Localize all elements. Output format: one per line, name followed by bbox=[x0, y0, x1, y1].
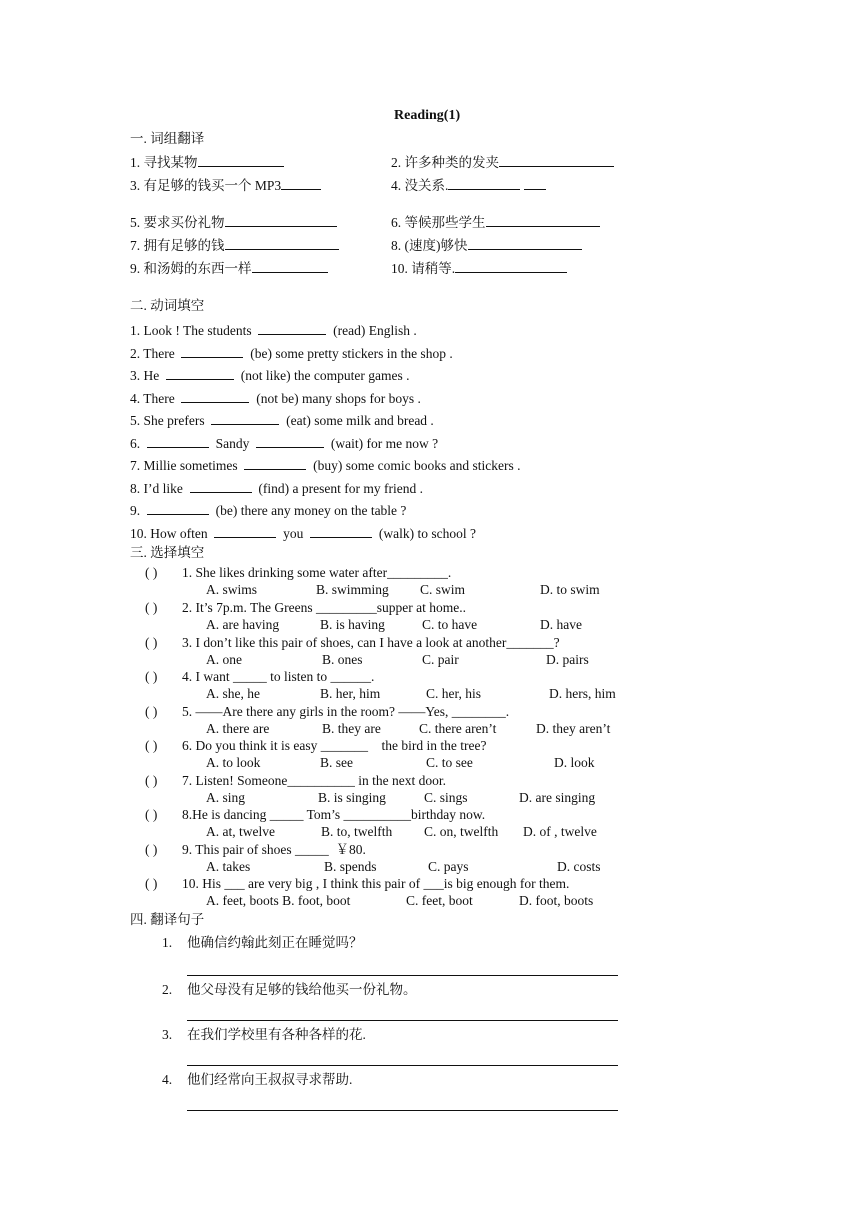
option: B. see bbox=[320, 755, 353, 770]
option: D. foot, boots bbox=[519, 893, 594, 908]
answer-blank[interactable] bbox=[524, 177, 546, 190]
answer-parentheses[interactable]: ( ) bbox=[145, 807, 158, 822]
question-text: 7. Listen! Someone__________ in the next door. bbox=[182, 773, 446, 788]
phrase-item: 8. (速度)够快 bbox=[391, 237, 582, 254]
phrase-item: 9. 和汤姆的东西一样 bbox=[130, 260, 328, 277]
sentence-number: 2. bbox=[162, 982, 173, 997]
question-text: 10. His ___ are very big , I think this pair of ___is big enough for them. bbox=[182, 876, 570, 891]
option: D. costs bbox=[557, 859, 601, 874]
answer-blank[interactable] bbox=[455, 260, 567, 273]
verb-item: 1. Look ! The students (read) English . bbox=[130, 323, 417, 338]
answer-parentheses[interactable]: ( ) bbox=[145, 738, 158, 753]
section2-heading: 二. 动词填空 bbox=[130, 298, 205, 313]
answer-parentheses[interactable]: ( ) bbox=[145, 669, 158, 684]
answer-blank[interactable] bbox=[256, 435, 324, 448]
answer-parentheses[interactable]: ( ) bbox=[145, 842, 158, 857]
option: B. to, twelfth bbox=[321, 824, 393, 839]
translation-answer-line[interactable] bbox=[187, 1065, 618, 1066]
translation-answer-line[interactable] bbox=[187, 975, 618, 976]
option: C. on, twelfth bbox=[424, 824, 499, 839]
answer-parentheses[interactable]: ( ) bbox=[145, 635, 158, 650]
option: D. pairs bbox=[546, 652, 589, 667]
option: A. to look bbox=[206, 755, 261, 770]
answer-blank[interactable] bbox=[181, 345, 243, 358]
option: C. feet, boot bbox=[406, 893, 473, 908]
verb-item: 4. There (not be) many shops for boys . bbox=[130, 391, 421, 406]
answer-blank[interactable] bbox=[244, 457, 306, 470]
section4-heading: 四. 翻译句子 bbox=[130, 912, 205, 927]
question-text: 1. She likes drinking some water after_________. bbox=[182, 565, 452, 580]
phrase-item: 2. 许多种类的发夹 bbox=[391, 154, 614, 171]
verb-item: 5. She prefers (eat) some milk and bread . bbox=[130, 413, 434, 428]
question-text: 4. I want _____ to listen to ______. bbox=[182, 669, 375, 684]
option: A. sing bbox=[206, 790, 246, 805]
answer-blank[interactable] bbox=[486, 214, 600, 227]
option: B. is having bbox=[320, 617, 385, 632]
option: A. swims bbox=[206, 582, 258, 597]
answer-blank[interactable] bbox=[252, 260, 328, 273]
answer-blank[interactable] bbox=[310, 525, 372, 538]
verb-item: 10. How often you (walk) to school ? bbox=[130, 526, 476, 541]
page-title: Reading(1) bbox=[394, 108, 461, 123]
option: D. look bbox=[554, 755, 595, 770]
option: B. her, him bbox=[320, 686, 381, 701]
phrase-item: 5. 要求买份礼物 bbox=[130, 214, 337, 231]
answer-blank[interactable] bbox=[147, 502, 209, 515]
answer-parentheses[interactable]: ( ) bbox=[145, 565, 158, 580]
option: B. is singing bbox=[318, 790, 386, 805]
answer-blank[interactable] bbox=[147, 435, 209, 448]
question-text: 2. It’s 7p.m. The Greens _________supper at home.. bbox=[182, 600, 466, 615]
option: A. at, twelve bbox=[206, 824, 275, 839]
translation-answer-line[interactable] bbox=[187, 1020, 618, 1021]
sentence-prompt: 他父母没有足够的钱给他买一份礼物。 bbox=[187, 982, 417, 997]
option: B. swimming bbox=[316, 582, 389, 597]
answer-blank[interactable] bbox=[499, 154, 614, 167]
option: C. there aren’t bbox=[419, 721, 497, 736]
question-text: 6. Do you think it is easy _______ the bird in the tree? bbox=[182, 738, 487, 753]
question-text: 9. This pair of shoes _____ ￥80. bbox=[182, 842, 366, 857]
answer-blank[interactable] bbox=[258, 322, 326, 335]
answer-blank[interactable] bbox=[214, 525, 276, 538]
answer-parentheses[interactable]: ( ) bbox=[145, 773, 158, 788]
option: C. pays bbox=[428, 859, 469, 874]
option: A. one bbox=[206, 652, 242, 667]
verb-item: 3. He (not like) the computer games . bbox=[130, 368, 410, 383]
answer-parentheses[interactable]: ( ) bbox=[145, 876, 158, 891]
option: A. takes bbox=[206, 859, 251, 874]
phrase-item: 1. 寻找某物 bbox=[130, 154, 284, 171]
option: A. she, he bbox=[206, 686, 260, 701]
option: D. to swim bbox=[540, 582, 600, 597]
answer-blank[interactable] bbox=[448, 177, 520, 190]
phrase-item: 10. 请稍等. bbox=[391, 260, 567, 277]
sentence-prompt: 他确信约翰此刻正在睡觉吗？ bbox=[187, 935, 363, 950]
answer-blank[interactable] bbox=[225, 214, 337, 227]
option: D. have bbox=[540, 617, 582, 632]
question-text: 3. I don’t like this pair of shoes, can I have a look at another_______? bbox=[182, 635, 560, 650]
answer-blank[interactable] bbox=[181, 390, 249, 403]
phrase-item: 3. 有足够的钱买一个 MP3 bbox=[130, 177, 321, 194]
answer-blank[interactable] bbox=[198, 154, 284, 167]
answer-blank[interactable] bbox=[225, 237, 339, 250]
verb-item: 6. Sandy (wait) for me now ? bbox=[130, 436, 439, 451]
option: C. sings bbox=[424, 790, 468, 805]
sentence-number: 1. bbox=[162, 935, 173, 950]
option: C. her, his bbox=[426, 686, 481, 701]
option: C. to have bbox=[422, 617, 478, 632]
verb-item: 7. Millie sometimes (buy) some comic books and stickers . bbox=[130, 458, 521, 473]
option: D. hers, him bbox=[549, 686, 616, 701]
section3-heading: 三. 选择填空 bbox=[130, 545, 205, 560]
option: B. spends bbox=[324, 859, 377, 874]
answer-parentheses[interactable]: ( ) bbox=[145, 600, 158, 615]
answer-blank[interactable] bbox=[281, 177, 321, 190]
question-text: 8.He is dancing _____ Tom’s __________birthday now. bbox=[182, 807, 486, 822]
phrase-item: 6. 等候那些学生 bbox=[391, 214, 600, 231]
option: A. feet, boots B. foot, boot bbox=[206, 893, 351, 908]
answer-blank[interactable] bbox=[166, 367, 234, 380]
sentence-prompt: 在我们学校里有各种各样的花. bbox=[187, 1027, 366, 1042]
option: D. they aren’t bbox=[536, 721, 611, 736]
answer-blank[interactable] bbox=[468, 237, 582, 250]
option: A. there are bbox=[206, 721, 270, 736]
verb-item: 8. I’d like (find) a present for my friend . bbox=[130, 481, 423, 496]
verb-item: 2. There (be) some pretty stickers in the shop . bbox=[130, 346, 453, 361]
option: D. of , twelve bbox=[523, 824, 597, 839]
section1-heading: 一. 词组翻译 bbox=[130, 131, 205, 146]
answer-blank[interactable] bbox=[211, 412, 279, 425]
answer-parentheses[interactable]: ( ) bbox=[145, 704, 158, 719]
option: B. ones bbox=[322, 652, 363, 667]
translation-answer-line[interactable] bbox=[187, 1110, 618, 1111]
option: B. they are bbox=[322, 721, 381, 736]
verb-item: 9. (be) there any money on the table ? bbox=[130, 503, 407, 518]
option: D. are singing bbox=[519, 790, 596, 805]
sentence-number: 3. bbox=[162, 1027, 173, 1042]
option: C. swim bbox=[420, 582, 466, 597]
phrase-item: 4. 没关系. bbox=[391, 177, 546, 194]
option: A. are having bbox=[206, 617, 280, 632]
question-text: 5. ——Are there any girls in the room? ——Yes, ________. bbox=[182, 704, 510, 719]
sentence-prompt: 他们经常向王叔叔寻求帮助. bbox=[187, 1072, 353, 1087]
answer-blank[interactable] bbox=[190, 480, 252, 493]
option: C. pair bbox=[422, 652, 459, 667]
sentence-number: 4. bbox=[162, 1072, 173, 1087]
phrase-item: 7. 拥有足够的钱 bbox=[130, 237, 339, 254]
option: C. to see bbox=[426, 755, 473, 770]
